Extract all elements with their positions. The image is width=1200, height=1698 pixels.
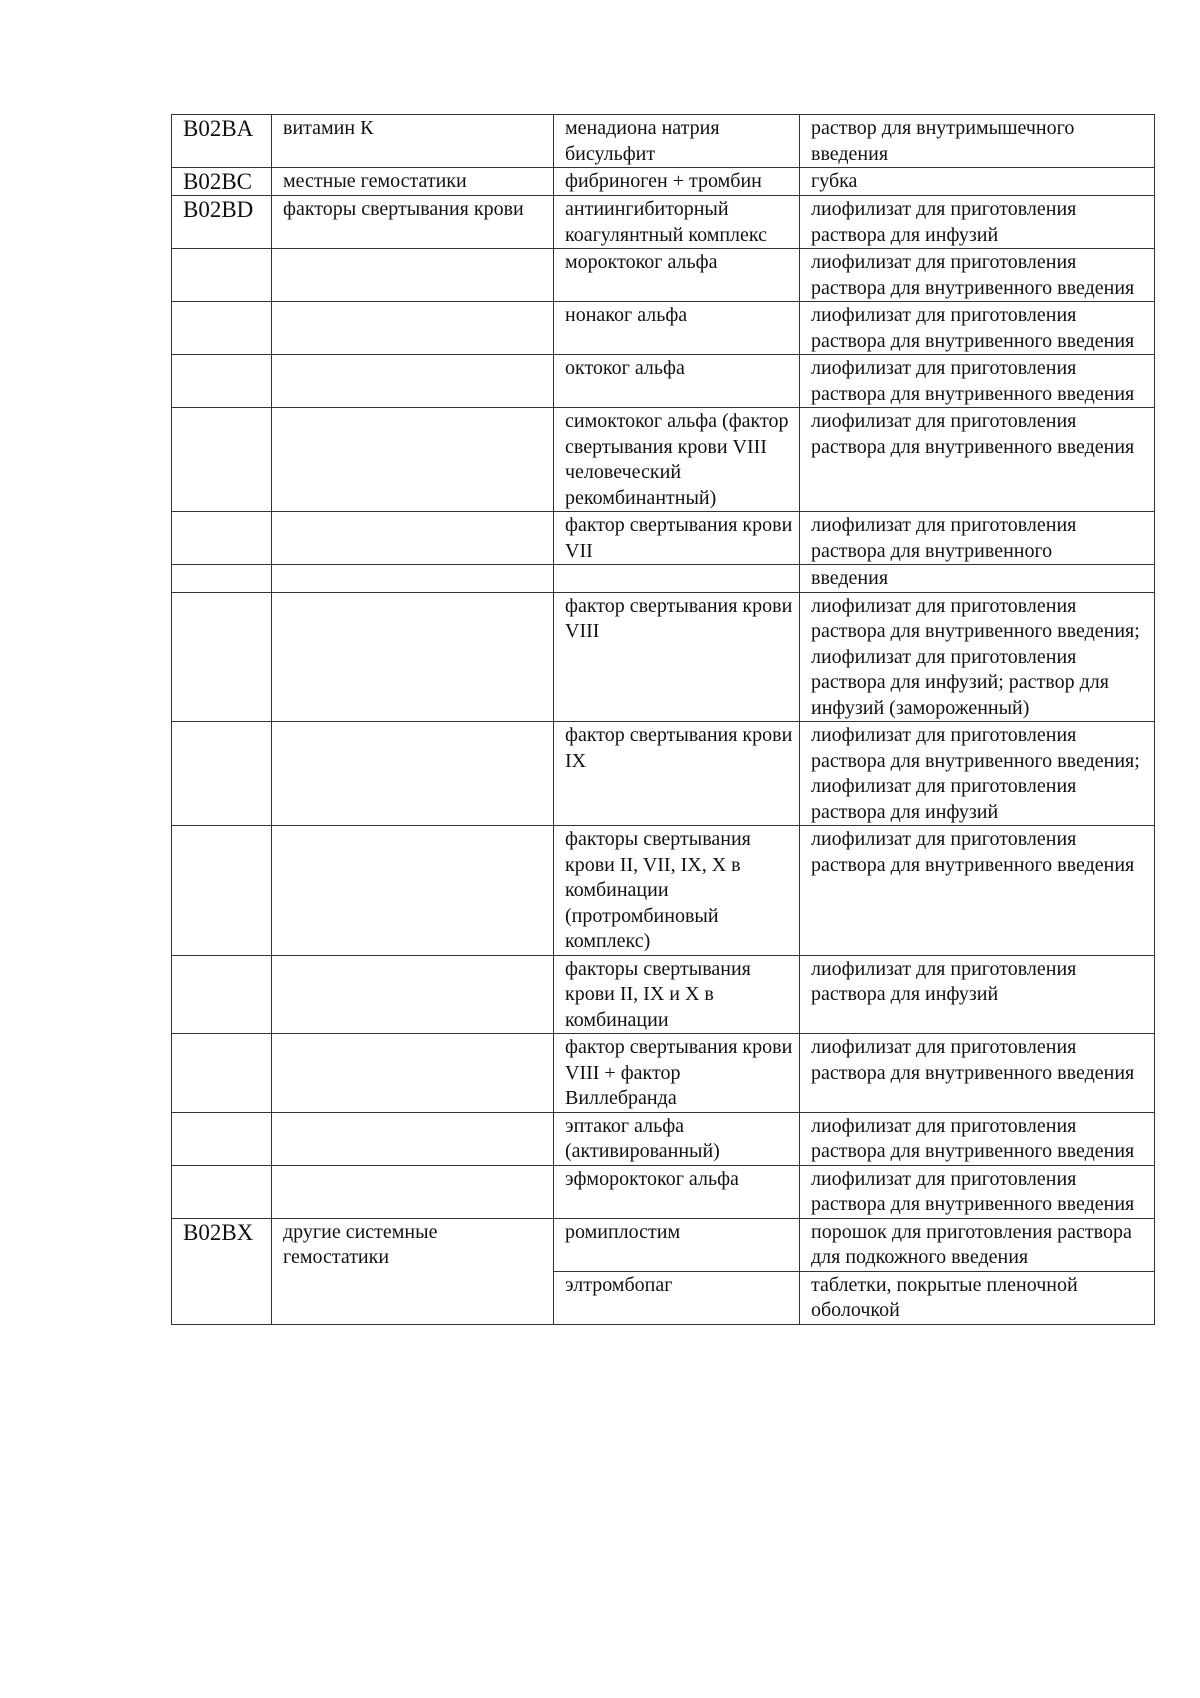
dosage-form-cell: лиофилизат для приготовления раствора для внутривенного введения [800, 355, 1155, 408]
atc-code-cell [172, 565, 272, 593]
drug-name-cell: симоктоког альфа (фактор свертывания крови VIII человеческий рекомбинантный) [554, 408, 800, 512]
drug-name-cell [554, 565, 800, 593]
group-name-cell [272, 592, 554, 722]
table-body [172, 115, 1155, 1325]
atc-code-cell [172, 1165, 272, 1218]
dosage-form-cell: раствор для внутримышечного введения [800, 115, 1155, 168]
dosage-form-cell: лиофилизат для приготовления раствора для внутривенного введения [800, 408, 1155, 512]
dosage-form-cell: лиофилизат для приготовления раствора для внутривенного введения [800, 826, 1155, 956]
dosage-form-cell: лиофилизат для приготовления раствора для инфузий [800, 955, 1155, 1034]
dosage-form-cell: таблетки, покрытые пленочной оболочкой [800, 1271, 1155, 1324]
dosage-form-cell: лиофилизат для приготовления раствора для внутривенного введения [800, 1165, 1155, 1218]
drug-name-cell: фибриноген + тромбин [554, 168, 800, 196]
atc-code-cell [172, 826, 272, 956]
table-row [172, 565, 1155, 593]
group-name-cell: витамин К [272, 115, 554, 168]
table-row [172, 722, 1155, 826]
table-row [172, 1218, 1155, 1271]
table-row [172, 168, 1155, 196]
table-row [172, 115, 1155, 168]
table-row [172, 196, 1155, 249]
atc-code-cell [172, 512, 272, 565]
atc-code-cell: B02BC [172, 168, 272, 196]
table-row [172, 512, 1155, 565]
group-name-cell: местные гемостатики [272, 168, 554, 196]
atc-code-cell: B02BD [172, 196, 272, 249]
atc-code-cell: B02BX [172, 1218, 272, 1324]
group-name-cell: другие системные гемостатики [272, 1218, 554, 1324]
atc-code-cell [172, 592, 272, 722]
dosage-form-cell: лиофилизат для приготовления раствора для внутривенного введения [800, 249, 1155, 302]
atc-code-cell [172, 408, 272, 512]
drug-name-cell: эфмороктоког альфа [554, 1165, 800, 1218]
table-row [172, 249, 1155, 302]
atc-code-cell [172, 355, 272, 408]
drug-classification-table [171, 114, 1155, 1325]
dosage-form-cell: лиофилизат для приготовления раствора для внутривенного введения; лиофилизат для приготовления раствора для инфузий; раствор для инфузий (замороженный) [800, 592, 1155, 722]
group-name-cell [272, 302, 554, 355]
table-row [172, 408, 1155, 512]
group-name-cell [272, 355, 554, 408]
dosage-form-cell: лиофилизат для приготовления раствора для внутривенного введения [800, 1034, 1155, 1113]
drug-name-cell: эптаког альфа (активированный) [554, 1112, 800, 1165]
group-name-cell [272, 722, 554, 826]
table-row [172, 302, 1155, 355]
group-name-cell [272, 1112, 554, 1165]
drug-name-cell: нонаког альфа [554, 302, 800, 355]
atc-code-cell [172, 722, 272, 826]
dosage-form-cell: лиофилизат для приготовления раствора для инфузий [800, 196, 1155, 249]
group-name-cell [272, 1034, 554, 1113]
table-row [172, 826, 1155, 956]
table-row [172, 1112, 1155, 1165]
drug-name-cell: фактор свертывания крови VIII + фактор Виллебранда [554, 1034, 800, 1113]
drug-name-cell: фактор свертывания крови VII [554, 512, 800, 565]
drug-name-cell: элтромбопаг [554, 1271, 800, 1324]
atc-code-cell [172, 302, 272, 355]
drug-name-cell: факторы свертывания крови II, VII, IX, X в комбинации (протромбиновый комплекс) [554, 826, 800, 956]
drug-name-cell: мороктоког альфа [554, 249, 800, 302]
atc-code-cell [172, 1112, 272, 1165]
drug-name-cell: фактор свертывания крови IX [554, 722, 800, 826]
drug-name-cell: менадиона натрия бисульфит [554, 115, 800, 168]
group-name-cell [272, 565, 554, 593]
atc-code-cell [172, 249, 272, 302]
dosage-form-cell: лиофилизат для приготовления раствора для внутривенного [800, 512, 1155, 565]
dosage-form-cell: губка [800, 168, 1155, 196]
drug-name-cell: фактор свертывания крови VIII [554, 592, 800, 722]
dosage-form-cell: порошок для приготовления раствора для подкожного введения [800, 1218, 1155, 1271]
group-name-cell [272, 249, 554, 302]
dosage-form-cell: лиофилизат для приготовления раствора для внутривенного введения [800, 302, 1155, 355]
table-row [172, 1165, 1155, 1218]
atc-code-cell [172, 955, 272, 1034]
group-name-cell [272, 408, 554, 512]
dosage-form-cell: лиофилизат для приготовления раствора для внутривенного введения; лиофилизат для приготовления раствора для инфузий [800, 722, 1155, 826]
atc-code-cell [172, 1034, 272, 1113]
drug-name-cell: октоког альфа [554, 355, 800, 408]
drug-name-cell: факторы свертывания крови II, IX и X в комбинации [554, 955, 800, 1034]
group-name-cell [272, 826, 554, 956]
group-name-cell [272, 1165, 554, 1218]
table-row [172, 592, 1155, 722]
dosage-form-cell: лиофилизат для приготовления раствора для внутривенного введения [800, 1112, 1155, 1165]
atc-code-cell: B02BA [172, 115, 272, 168]
group-name-cell: факторы свертывания крови [272, 196, 554, 249]
drug-name-cell: антиингибиторный коагулянтный комплекс [554, 196, 800, 249]
table-row [172, 955, 1155, 1034]
drug-name-cell: ромиплостим [554, 1218, 800, 1271]
table-row [172, 355, 1155, 408]
dosage-form-cell: введения [800, 565, 1155, 593]
group-name-cell [272, 512, 554, 565]
table-row [172, 1034, 1155, 1113]
group-name-cell [272, 955, 554, 1034]
